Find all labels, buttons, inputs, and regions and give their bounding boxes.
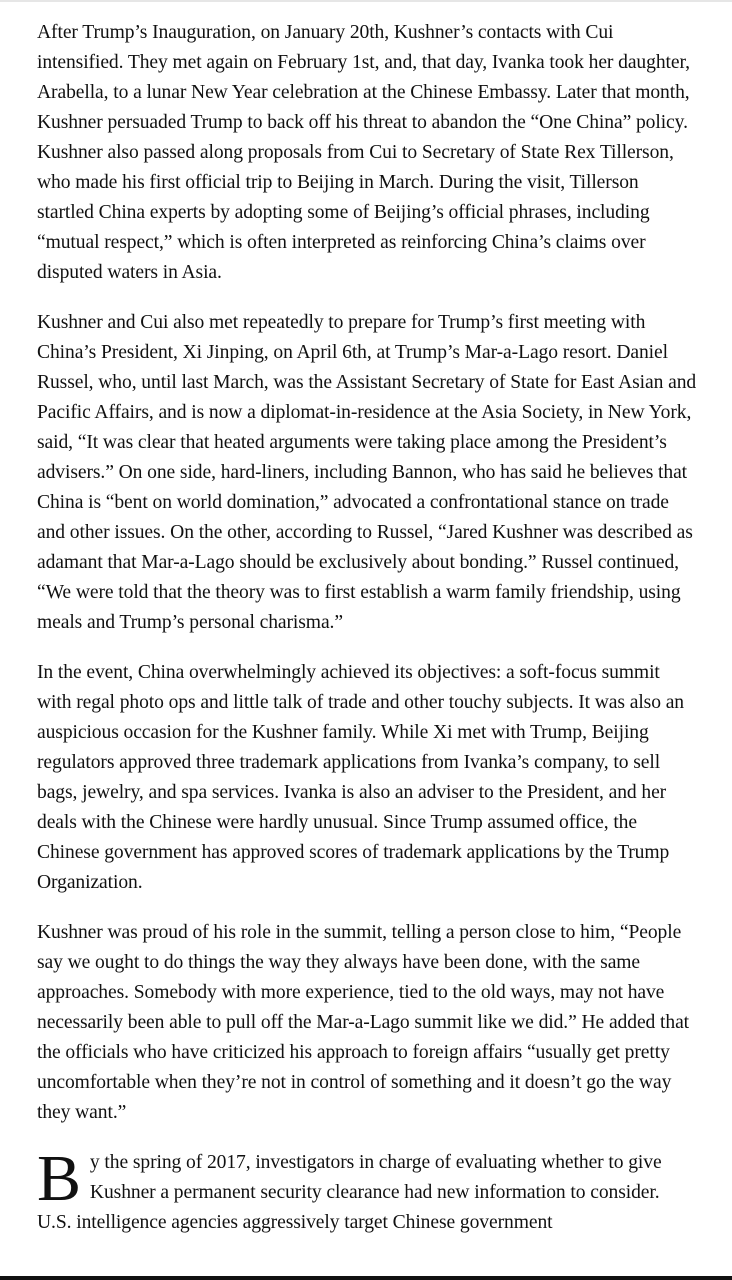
article-paragraph-3: In the event, China overwhelmingly achieved its objectives: a soft-focus summit with regal photo ops and little talk of trade and other touchy subjects. It was also an auspicious occasion for the Kushner family. While Xi met with Trump, Beijing regulators approved three trademark applications from Ivanka’s company, to sell bags, jewelry, and spa services. Ivanka is also an adviser to the President, and her deals with the Chinese were hardly unusual. Since Trump assumed office, the Chinese government has approved scores of trademark applications by the Trump Organization.: [37, 662, 684, 893]
article-paragraph-2: Kushner and Cui also met repeatedly to prepare for Trump’s first meeting with China’s President, Xi Jinping, on April 6th, at Trump’s Mar-a-Lago resort. Daniel Russel, who, until last March, was the Assistant Secretary of State for East Asian and Pacific Affairs, and is now a diplomat-in-residence at the Asia Society, in New York, said, “It was clear that heated arguments were taking place among the President’s advisers.” On one side, hard-liners, including Bannon, who has said he believes that China is “bent on world domination,” advocated a confrontational stance on trade and other issues. On the other, according to Russel, “Jared Kushner was described as adamant that Mar-a-Lago should be exclusively about bonding.” Russel continued, “We were told that the theory was to first establish a warm family friendship, using meals and Trump’s personal charisma.”: [37, 312, 697, 633]
article-paragraph-4: Kushner was proud of his role in the summit, telling a person close to him, “People say we ought to do things the way they always have been done, with the same approaches. Somebody with more experience, tied to the old ways, may not have necessarily been able to pull off the Mar-a-Lago summit like we did.” He added that the officials who have criticized his approach to foreign affairs “usually get pretty uncomfortable when they’re not in control of something and it doesn’t go the way they want.”: [37, 922, 690, 1123]
article-paragraph-1: After Trump’s Inauguration, on January 20th, Kushner’s contacts with Cui intensified. They met again on February 1st, and, that day, Ivanka took her daughter, Arabella, to a lunar New Year celebration at the Chinese Embassy. Later that month, Kushner persuaded Trump to back off his threat to abandon the “One China” policy. Kushner also passed along proposals from Cui to Secretary of State Rex Tillerson, who made his first official trip to Beijing in March. During the visit, Tillerson startled China experts by adopting some of Beijing’s official phrases, including “mutual respect,” which is often interpreted as reinforcing China’s claims over disputed waters in Asia.: [37, 22, 690, 283]
article-paragraph-5: [37, 1142, 698, 1238]
top-divider: [0, 0, 732, 2]
article-body: [37, 18, 698, 1238]
drop-cap-letter: B: [37, 1142, 81, 1215]
bottom-bar: [0, 1276, 732, 1280]
drop-cap-paragraph-text: y the spring of 2017, investigators in charge of evaluating whether to give Kushner a permanent security clearance had new information to consider. U.S. intelligence agencies aggressively target Chinese government: [37, 1152, 662, 1233]
